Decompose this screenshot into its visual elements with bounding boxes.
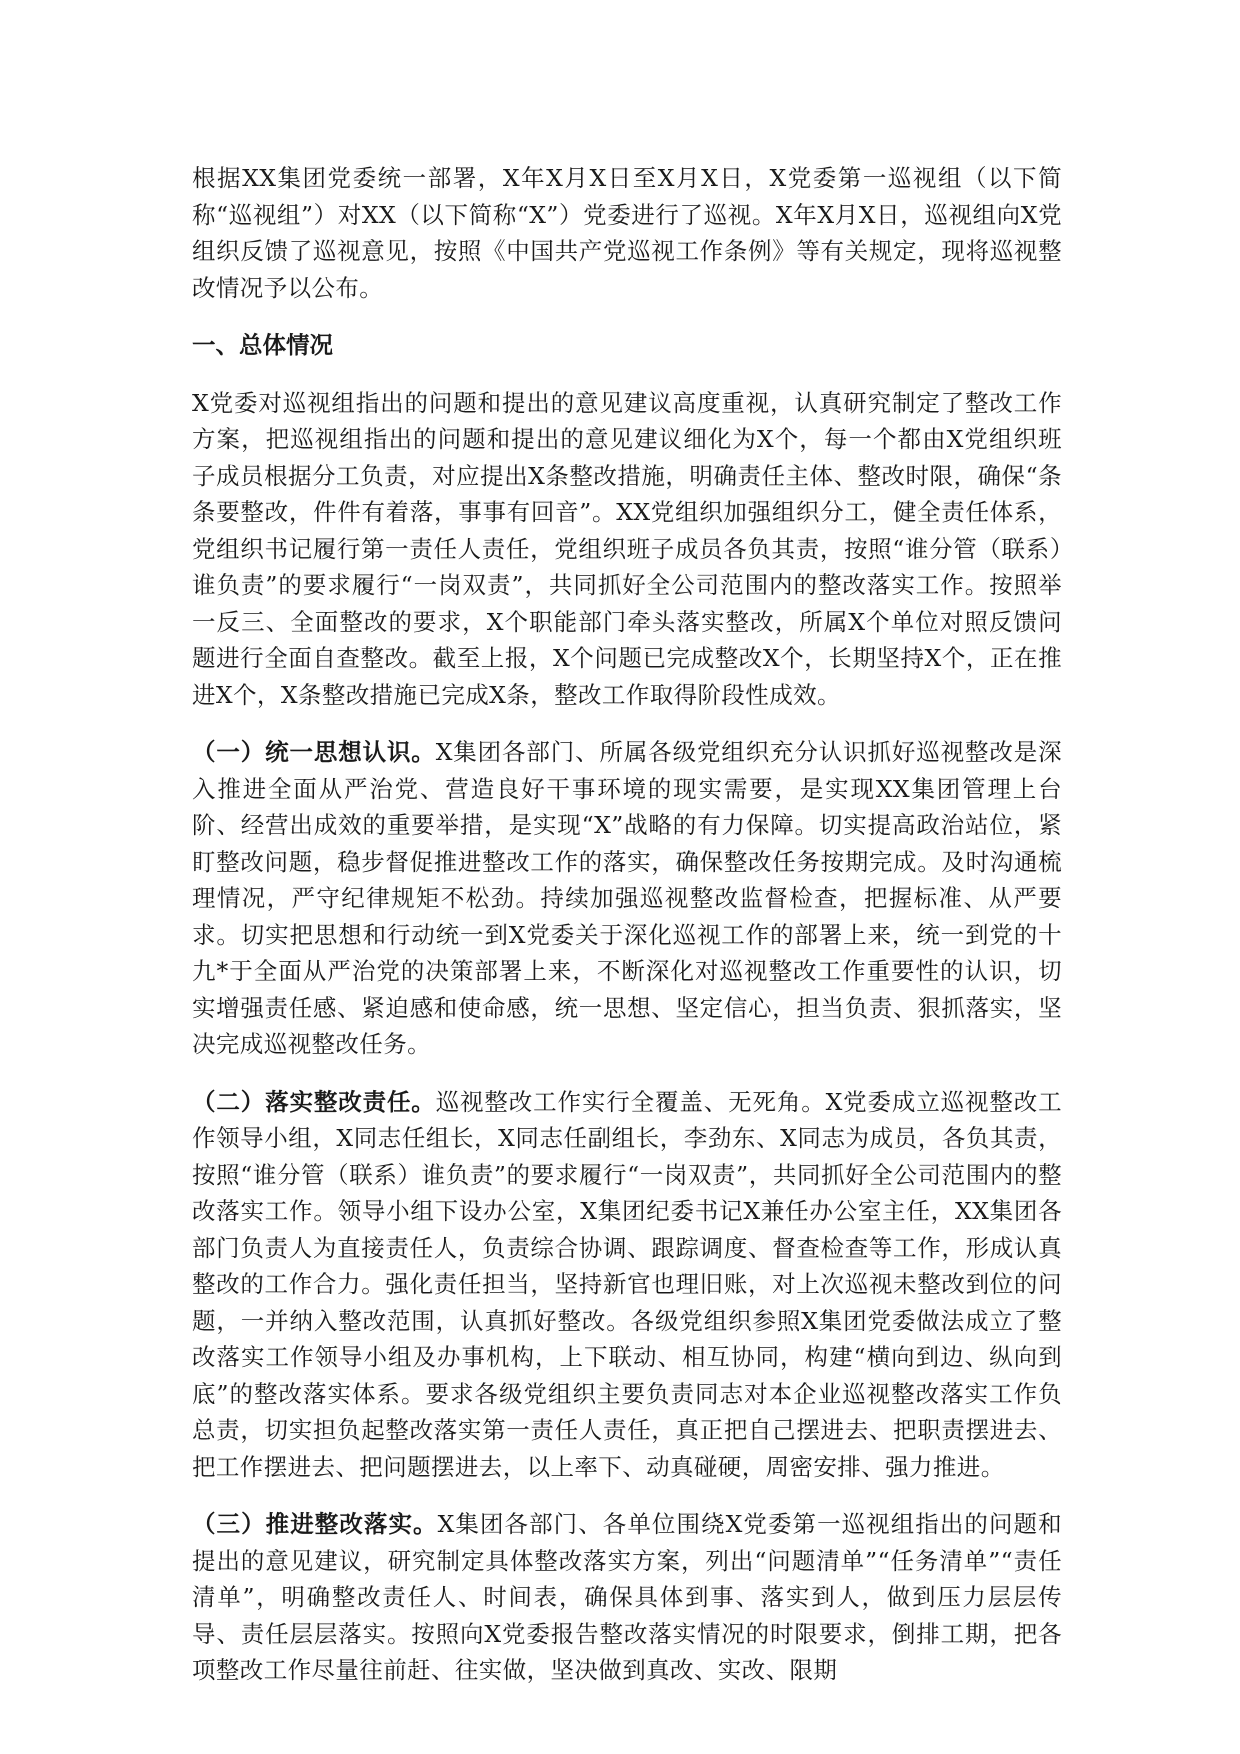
item-paragraph-unify-thinking bbox=[192, 734, 1062, 1063]
item-paragraph-responsibility bbox=[192, 1084, 1062, 1486]
item-body-responsibility: 巡视整改工作实行全覆盖、无死角。X党委成立巡视整改工作领导小组，X同志任组长，X同志任副组长，李劲东、X同志为成员，各负其责，按照“谁分管（联系）谁负责”的要求履行“一岗双责”，共同抓好全公司范围内的整改落实工作。领导小组下设办公室，X集团纪委书记X兼任办公室主任，XX集团各部门负责人为直接责任人，负责综合协调、跟踪调度、督查检查等工作，形成认真整改的工作合力。强化责任担当，坚持新官也理旧账，对上次巡视未整改到位的问题，一并纳入整改范围，认真抓好整改。各级党组织参照X集团党委做法成立了整改落实工作领导小组及办事机构，上下联动、相互协同，构建“横向到边、纵向到底”的整改落实体系。要求各级党组织主要负责同志对本企业巡视整改落实工作负总责，切实担负起整改落实第一责任人责任，真正把自己摆进去、把职责摆进去、把工作摆进去、把问题摆进去，以上率下、动真碰硬，周密安排、强力推进。 bbox=[192, 1087, 1063, 1481]
item-body-unify-thinking: X集团各部门、所属各级党组织充分认识抓好巡视整改是深入推进全面从严治党、营造良好干事环境的现实需要，是实现XX集团管理上台阶、经营出成效的重要举措，是实现“X”战略的有力保障。切实提高政治站位，紧盯整改问题，稳步督促推进整改工作的落实，确保整改任务按期完成。及时沟通梳理情况，严守纪律规矩不松劲。持续加强巡视整改监督检查，把握标准、从严要求。切实把思想和行动统一到X党委关于深化巡视工作的部署上来，统一到党的十九*于全面从严治党的决策部署上来，不断深化对巡视整改工作重要性的认识，切实增强责任感、紧迫感和使命感，统一思想、坚定信心，担当负责、狠抓落实，坚决完成巡视整改任务。 bbox=[192, 738, 1063, 1058]
item-lead-implementation: （三）推进整改落实。 bbox=[192, 1510, 438, 1538]
item-lead-unify-thinking: （一）统一思想认识。 bbox=[192, 738, 436, 766]
intro-paragraph: 根据XX集团党委统一部署，X年X月X日至X月X日，X党委第一巡视组（以下简称“巡视组”）对XX（以下简称“X”）党委进行了巡视。X年X月X日，巡视组向X党组织反馈了巡视意见，按照《中国共产党巡视工作条例》等有关规定，现将巡视整改情况予以公布。 bbox=[192, 164, 1062, 302]
overall-paragraph: X党委对巡视组指出的问题和提出的意见建议高度重视，认真研究制定了整改工作方案，把巡视组指出的问题和提出的意见建议细化为X个，每一个都由X党组织班子成员根据分工负责，对应提出X条整改措施，明确责任主体、整改时限，确保“条条要整改，件件有着落，事事有回音”。XX党组织加强组织分工，健全责任体系，党组织书记履行第一责任人责任，党组织班子成员各负其责，按照“谁分管（联系）谁负责”的要求履行“一岗双责”，共同抓好全公司范围内的整改落实工作。按照举一反三、全面整改的要求，X个职能部门牵头落实整改，所属X个单位对照反馈问题进行全面自查整改。截至上报，X个问题已完成整改X个，长期坚持X个，正在推进X个，X条整改措施已完成X条，整改工作取得阶段性成效。 bbox=[192, 388, 1062, 709]
item-body-implementation: X集团各部门、各单位围绕X党委第一巡视组指出的问题和提出的意见建议，研究制定具体整改落实方案，列出“问题清单”“任务清单”“责任清单”，明确整改责任人、时间表，确保具体到事、落实到人，做到压力层层传导、责任层层落实。按照向X党委报告整改落实情况的时限要求，倒排工期，把各项整改工作尽量往前赶、往实做，坚决做到真改、实改、限期 bbox=[192, 1510, 1063, 1684]
section-heading-overall: 一、总体情况 bbox=[192, 331, 333, 359]
item-paragraph-implementation bbox=[192, 1506, 1062, 1689]
document-page bbox=[192, 160, 1062, 1710]
item-lead-responsibility: （二）落实整改责任。 bbox=[192, 1087, 436, 1116]
